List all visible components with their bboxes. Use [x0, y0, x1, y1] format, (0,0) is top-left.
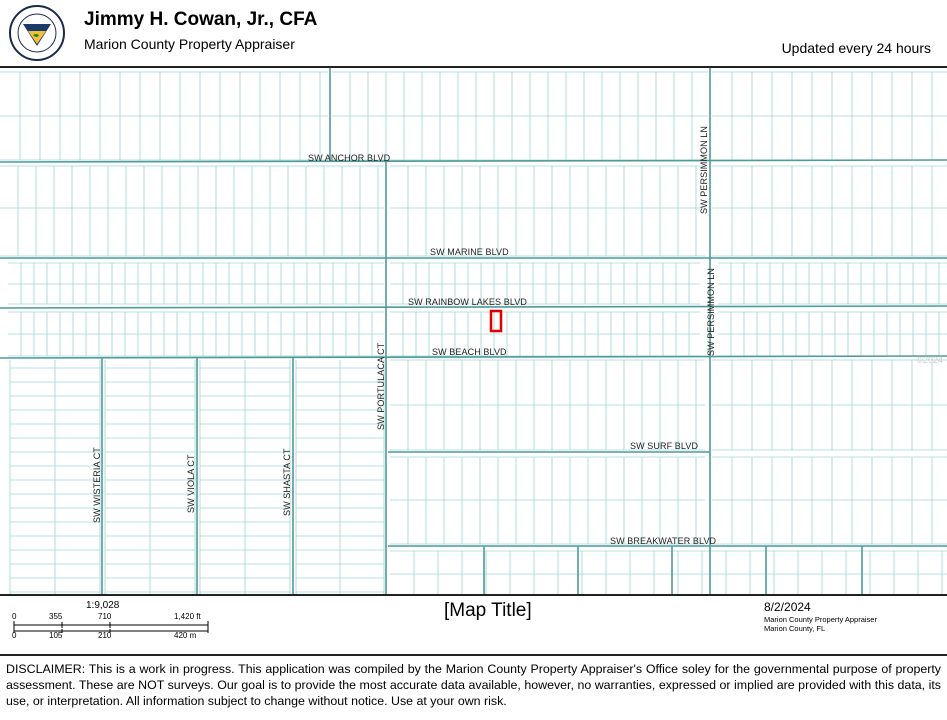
disclaimer: DISCLAIMER: This is a work in progress. This application was compiled by the Marion County Property Appraiser's Office soley for the governmental purpose of property assessment. These are NOT surveys. Our goal is to provide the most accurate data available, however, no warranties, expressed or implied are provided with this data, its use, or interpretation. All information subject to change without notice. Use at your own risk. [0, 654, 947, 720]
office-name: Marion County Property Appraiser [84, 36, 295, 52]
road-label-shasta: SW SHASTA CT [282, 448, 292, 516]
scale-bar [8, 608, 218, 650]
scale-m-1: 105 [49, 631, 63, 640]
org-line-2: Marion County, FL [764, 624, 826, 633]
road-label-surf: SW SURF BLVD [630, 441, 699, 451]
road-label-rainbow-lakes: SW RAINBOW LAKES BLVD [408, 297, 527, 307]
road-label-persimmon-lower: SW PERSIMMON LN [706, 267, 716, 356]
update-frequency: Updated every 24 hours [781, 40, 931, 56]
road-label-portulaca: SW PORTULACA CT [376, 342, 386, 430]
scale-ft-1: 355 [49, 612, 63, 621]
map-date: 8/2/2024 [764, 600, 811, 614]
scale-m-3: 420 m [174, 631, 197, 640]
map-view[interactable] [0, 66, 947, 596]
map-footer [0, 596, 947, 658]
road-label-persimmon-upper: SW PERSIMMON LN [699, 125, 709, 214]
property-appraiser-seal-icon [6, 4, 68, 62]
org-line-1: Marion County Property Appraiser [764, 615, 877, 624]
road-label-beach: SW BEACH BLVD [432, 347, 507, 357]
scale-ft-0: 0 [12, 612, 17, 621]
parcel-map-canvas[interactable] [0, 68, 947, 596]
header [0, 0, 947, 68]
scale-ratio: 1:9,028 [86, 600, 120, 611]
scale-ft-2: 710 [98, 612, 112, 621]
road-label-marine: SW MARINE BLVD [430, 247, 509, 257]
subject-parcel-highlight[interactable] [491, 311, 501, 331]
map-watermark: ©2024 [916, 355, 943, 365]
road-label-breakwater: SW BREAKWATER BLVD [610, 536, 717, 546]
road-label-anchor: SW ANCHOR BLVD [308, 153, 391, 163]
scale-m-2: 210 [98, 631, 112, 640]
scale-ft-3: 1,420 ft [174, 612, 201, 621]
scale-m-0: 0 [12, 631, 17, 640]
road-label-wisteria: SW WISTERIA CT [92, 447, 102, 523]
appraiser-name: Jimmy H. Cowan, Jr., CFA [84, 9, 318, 30]
road-label-viola: SW VIOLA CT [186, 454, 196, 513]
map-title: [Map Title] [444, 600, 532, 621]
